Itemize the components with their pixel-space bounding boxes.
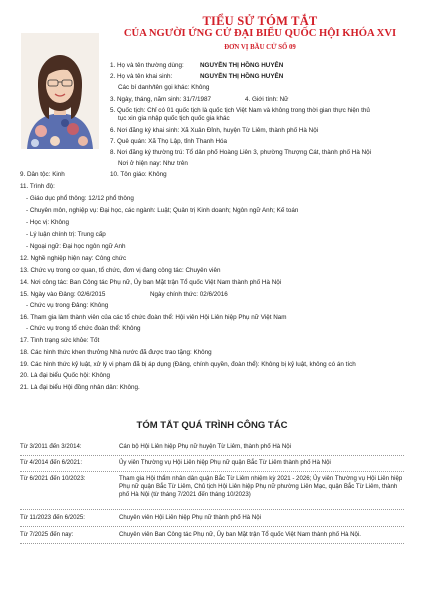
row-divider xyxy=(20,455,404,456)
bio-organization-position: - Chức vụ trong tổ chức đoàn thể: Không xyxy=(26,325,141,332)
row-divider xyxy=(20,543,404,544)
bio-occupation: 12. Nghề nghiệp hiện nay: Công chức xyxy=(20,255,127,262)
row-divider xyxy=(20,471,404,472)
bio-foreign-language: - Ngoại ngữ: Đại học ngôn ngữ Anh xyxy=(26,243,126,250)
bio-party-position: - Chức vụ trong Đảng: Không xyxy=(26,302,109,309)
work-row-time: Từ 6/2021 đến 10/2023: xyxy=(20,475,86,482)
bio-line-2: 2. Họ và tên khai sinh: NGUYỄN THỊ HỒNG HUYÊN xyxy=(110,73,284,80)
bio-residence: 8. Nơi đăng ký thường trú: Tổ dân phố Hoàng Liên 3, phường Thượng Cát, thành phố Hà Nội xyxy=(110,149,372,156)
bio-political-theory: - Lý luận chính trị: Trung cấp xyxy=(26,231,106,238)
bio-gender: 4. Giới tính: Nữ xyxy=(245,96,289,103)
work-row-time: Từ 3/2011 đến 3/2014: xyxy=(20,443,82,450)
bio-position: 13. Chức vụ trong cơ quan, tổ chức, đơn vị đang công tác: Chuyên viên xyxy=(20,267,221,274)
bio-professional: - Chuyên môn, nghiệp vụ: Đại học, các ngành: Luật; Quản trị Kinh doanh; Ngôn ngữ Anh; Kế toán xyxy=(26,207,299,214)
bio-line-1: 1. Họ và tên thường dùng: NGUYỄN THỊ HỒNG HUYÊN xyxy=(110,62,284,69)
bio-education-heading: 11. Trình độ: xyxy=(20,183,55,190)
document-subtitle: CỦA NGƯỜI ỨNG CỬ ĐẠI BIỂU QUỐC HỘI KHÓA XVI xyxy=(123,28,397,39)
bio-birthdate: 3. Ngày, tháng, năm sinh: 31/7/1987 xyxy=(110,96,212,103)
bio-nationality-cont: tục xin gia nhập quốc tịch quốc gia khác xyxy=(118,115,230,122)
electoral-unit: ĐƠN VỊ BẦU CỬ SỐ 09 xyxy=(224,44,296,51)
bio-aliases: Các bí danh/tên gọi khác: Không xyxy=(118,84,210,91)
bio-ethnicity: 9. Dân tộc: Kinh xyxy=(20,171,65,178)
work-row-desc: Chuyên viên Hội Liên hiệp Phụ nữ thành phố Hà Nội xyxy=(119,514,261,521)
bio-degree: - Học vị: Không xyxy=(26,219,70,226)
candidate-portrait xyxy=(21,33,99,149)
bio-hometown: 7. Quê quán: Xã Thọ Lập, tỉnh Thanh Hóa xyxy=(110,138,228,145)
bio-health: 17. Tình trạng sức khỏe: Tốt xyxy=(20,337,100,344)
row-divider xyxy=(20,526,404,527)
bio-awards: 18. Các hình thức khen thưởng Nhà nước đã được trao tặng: Không xyxy=(20,349,212,356)
work-row-time: Từ 11/2023 đến 6/2025: xyxy=(20,514,85,521)
work-row-desc: Cán bộ Hội Liên hiệp Phụ nữ huyện Từ Liêm, thành phố Hà Nội xyxy=(119,443,292,450)
bio-current-address: Nơi ở hiện nay: Như trên xyxy=(118,160,188,167)
bio-discipline: 19. Các hình thức kỷ luật, xử lý vi phạm đã bị áp dụng (Đảng, chính quyền, đoàn thể): Không bị kỷ luật, không có án tích xyxy=(20,361,356,368)
bio-party-official-date: Ngày chính thức: 02/6/2016 xyxy=(150,291,228,298)
bio-general-education: - Giáo dục phổ thông: 12/12 phổ thông xyxy=(26,195,134,202)
bio-religion: 10. Tôn giáo: Không xyxy=(110,171,167,178)
bio-nationality: 5. Quốc tịch: Chỉ có 01 quốc tịch là quốc tịch Việt Nam và không trong thời gian thực hiện thủ xyxy=(110,107,370,114)
work-row-desc: Chuyên viên Ban Công tác Phụ nữ, Ủy ban Mặt trận Tổ quốc Việt Nam thành phố Hà Nội. xyxy=(119,531,361,538)
bio-birth-registration: 6. Nơi đăng ký khai sinh: Xã Xuân Đỉnh, huyện Từ Liêm, thành phố Hà Nội xyxy=(110,127,319,134)
row-divider xyxy=(20,509,404,510)
work-row-desc: Ủy viên Thường vụ Hội Liên hiệp Phụ nữ quận Bắc Từ Liêm thành phố Hà Nội xyxy=(119,459,331,466)
work-row-time: Từ 4/2014 đến 6/2021: xyxy=(20,459,83,466)
bio-na-delegate: 20. Là đại biểu Quốc hội: Không xyxy=(20,372,110,379)
work-row-time: Từ 7/2025 đến nay: xyxy=(20,531,74,538)
bio-organizations: 16. Tham gia làm thành viên của các tổ chức đoàn thể: Hội viên Hội Liên hiệp Phụ nữ Việt Nam xyxy=(20,314,287,321)
work-row-desc: Tham gia Hội thẩm nhân dân quận Bắc Từ Liêm nhiệm kỳ 2021 - 2026; Ủy viên Thường vụ Hội Liên hiệp Phụ nữ quận Bắc Từ Liêm, Chủ tịch Hội Liên hiệp Phụ nữ phường Liên Mạc, quận Bắc Từ Liêm, thành phố Hà Nội (từ tháng 7/2021 đến tháng 10/2023) xyxy=(119,475,403,499)
bio-workplace: 14. Nơi công tác: Ban Công tác Phụ nữ, Ủy ban Mặt trận Tổ quốc Việt Nam thành phố Hà Nội xyxy=(20,279,282,286)
work-history-title: TÓM TẮT QUÁ TRÌNH CÔNG TÁC xyxy=(136,420,288,431)
bio-council-delegate: 21. Là đại biểu Hội đồng nhân dân: Không. xyxy=(20,384,140,391)
document-title: TIỂU SỬ TÓM TẮT xyxy=(202,14,318,28)
bio-party-join-date: 15. Ngày vào Đảng: 02/6/2015 xyxy=(20,291,106,298)
